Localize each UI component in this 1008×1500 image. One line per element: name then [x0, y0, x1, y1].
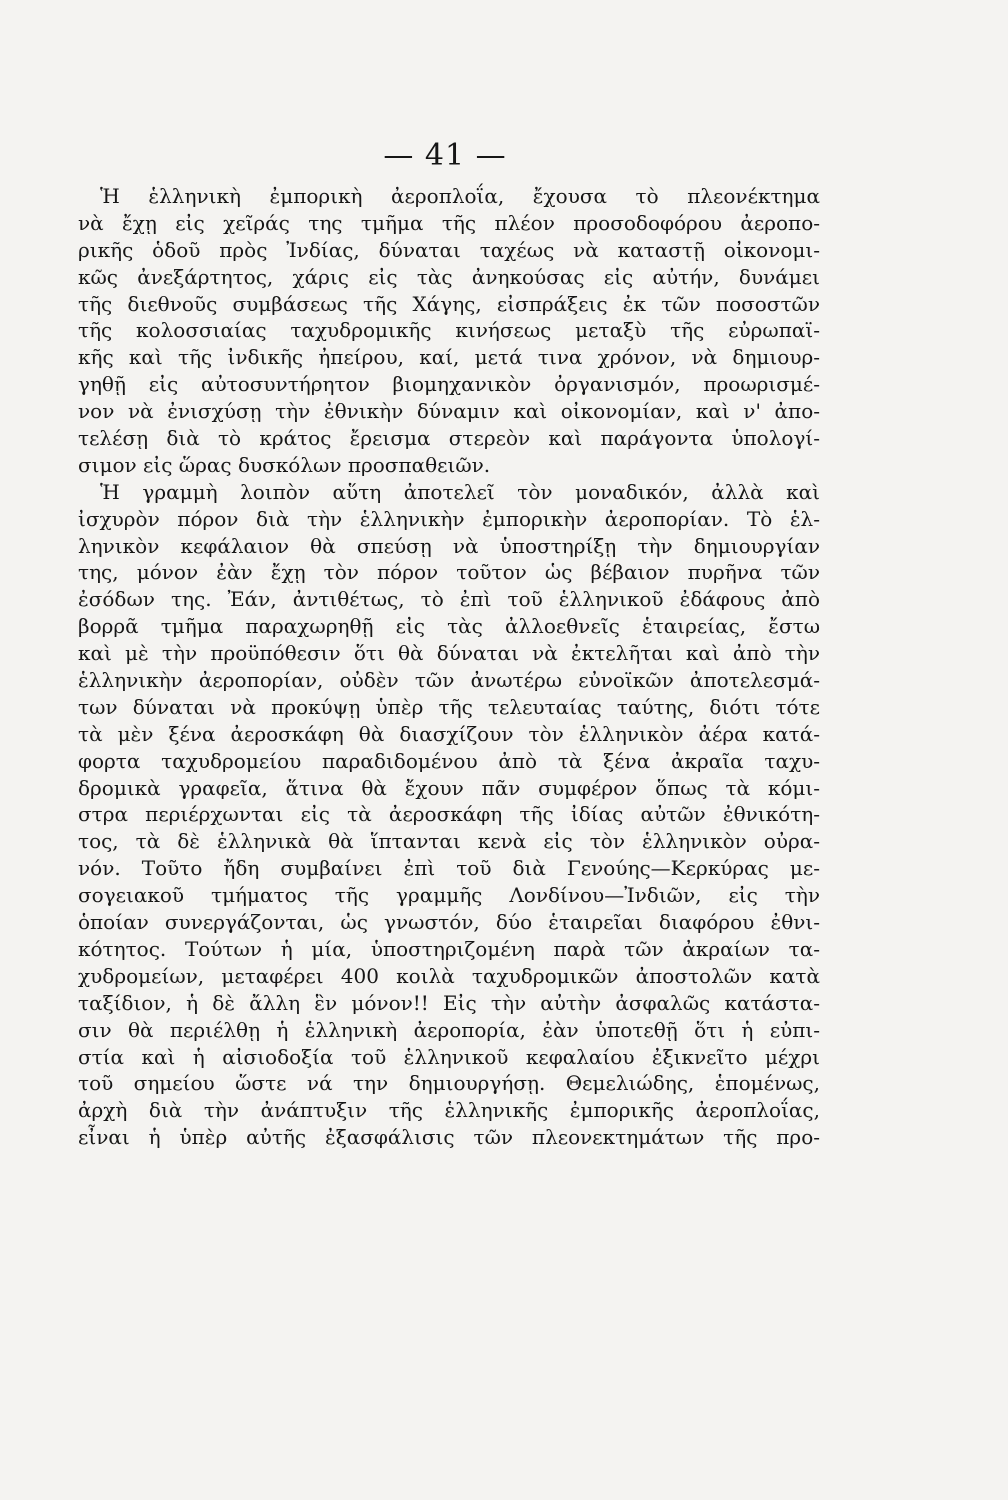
text-line: τοῦ σημείου ὥστε νά την δημιουργήσῃ. Θεμελιώδης, ἑπομένως,	[78, 1071, 820, 1096]
text-line: βορρᾶ τμῆμα παραχωρηθῇ εἰς τὰς ἀλλοεθνεῖς ἑταιρείας, ἔστω	[78, 614, 820, 639]
text-line: της, μόνον ἐὰν ἔχῃ τὸν πόρον τοῦτον ὡς βέβαιον πυρῆνα τῶν	[78, 560, 820, 585]
text-line: ἀρχὴ διὰ τὴν ἀνάπτυξιν τῆς ἑλληνικῆς ἐμπορικῆς ἀεροπλοΐας,	[78, 1098, 820, 1123]
text-line: κῆς καὶ τῆς ἰνδικῆς ἠπείρου, καί, μετά τινα χρόνον, νὰ δημιουρ-	[78, 345, 820, 370]
text-line: ἰσχυρὸν πόρον διὰ τὴν ἑλληνικὴν ἐμπορικὴν ἀεροπορίαν. Τὸ ἑλ-	[78, 506, 820, 531]
text-line: τῆς διεθνοῦς συμβάσεως τῆς Χάγης, εἰσπράξεις ἐκ τῶν ποσοστῶν	[78, 291, 820, 316]
text-line: ὁποίαν συνεργάζονται, ὡς γνωστόν, δύο ἑταιρεῖαι διαφόρου ἐθνι-	[78, 910, 820, 935]
text-line: κότητος. Τούτων ἡ μία, ὑποστηριζομένη παρὰ τῶν ἀκραίων τα-	[78, 936, 820, 961]
text-line: γηθῇ εἰς αὐτοσυντήρητον βιομηχανικὸν ὀργανισμόν, προωρισμέ-	[78, 372, 820, 397]
text-line: τος, τὰ δὲ ἑλληνικὰ θὰ ἵπτανται κενὰ εἰς τὸν ἑλληνικὸν οὐρα-	[78, 829, 820, 854]
text-line: σογειακοῦ τμήματος τῆς γραμμῆς Λονδίνου—Ἰνδιῶν, εἰς τὴν	[78, 883, 820, 908]
body-text	[78, 183, 820, 1151]
text-line: τελέσῃ διὰ τὸ κράτος ἔρεισμα στερεὸν καὶ παράγοντα ὑπολογί-	[78, 426, 820, 451]
text-line: δρομικὰ γραφεῖα, ἅτινα θὰ ἔχουν πᾶν συμφέρον ὅπως τὰ κόμι-	[78, 775, 820, 800]
text-line: σιμον εἰς ὥρας δυσκόλων προσπαθειῶν.	[78, 452, 491, 477]
text-line: τῆς κολοσσιαίας ταχυδρομικῆς κινήσεως μεταξὺ τῆς εὐρωπαϊ-	[78, 318, 820, 343]
text-line: ρικῆς ὁδοῦ πρὸς Ἰνδίας, δύναται ταχέως νὰ καταστῇ οἰκονομι-	[78, 237, 820, 262]
text-line: στία καὶ ἡ αἰσιοδοξία τοῦ ἑλληνικοῦ κεφαλαίου ἐξικνεῖτο μέχρι	[78, 1044, 820, 1069]
text-line: Ἡ ἑλληνικὴ ἐμπορικὴ ἀεροπλοΐα, ἔχουσα τὸ πλεονέκτημα	[100, 184, 820, 208]
text-line: κῶς ἀνεξάρτητος, χάρις εἰς τὰς ἀνηκούσας εἰς αὐτήν, δυνάμει	[78, 264, 820, 289]
text-line: νὰ ἔχῃ εἰς χεῖράς της τμῆμα τῆς πλέον προσοδοφόρου ἀεροπο-	[78, 210, 820, 235]
text-line: σιν θὰ περιέλθῃ ἡ ἑλληνικὴ ἀεροπορία, ἐὰν ὑποτεθῇ ὅτι ἡ εὐπι-	[78, 1017, 820, 1042]
page-number: — 41 —	[383, 138, 507, 173]
text-line: τὰ μὲν ξένα ἀεροσκάφη θὰ διασχίζουν τὸν ἑλληνικὸν ἀέρα κατά-	[78, 721, 820, 746]
text-line: των δύναται νὰ προκύψῃ ὑπὲρ τῆς τελευταίας ταύτης, διότι τότε	[78, 694, 820, 719]
text-line: καὶ μὲ τὴν προϋπόθεσιν ὅτι θὰ δύναται νὰ ἐκτελῆται καὶ ἀπὸ τὴν	[78, 641, 820, 666]
text-line: νόν. Τοῦτο ἤδη συμβαίνει ἐπὶ τοῦ διὰ Γενούης—Κερκύρας με-	[78, 856, 820, 881]
text-line: Ἡ γραμμὴ λοιπὸν αὕτη ἀποτελεῖ τὸν μοναδικόν, ἀλλὰ καὶ	[100, 479, 820, 504]
text-line: ἐσόδων της. Ἐάν, ἀντιθέτως, τὸ ἐπὶ τοῦ ἑλληνικοῦ ἐδάφους ἀπὸ	[78, 587, 820, 612]
text-line: νον νὰ ἐνισχύσῃ τὴν ἐθνικὴν δύναμιν καὶ οἰκονομίαν, καὶ ν' ἀπο-	[78, 399, 820, 424]
text-line: χυδρομείων, μεταφέρει 400 κοιλὰ ταχυδρομικῶν ἀποστολῶν κατὰ	[78, 963, 820, 988]
text-line: ληνικὸν κεφάλαιον θὰ σπεύσῃ νὰ ὑποστηρίξῃ τὴν δημιουργίαν	[78, 533, 820, 558]
text-line: εἶναι ἡ ὑπὲρ αὐτῆς ἐξασφάλισις τῶν πλεονεκτημάτων τῆς προ-	[78, 1125, 820, 1150]
text-line: ἑλληνικὴν ἀεροπορίαν, οὐδὲν τῶν ἀνωτέρω εὐνοϊκῶν ἀποτελεσμά-	[78, 668, 820, 693]
text-line: ταξίδιον, ἡ δὲ ἄλλη ἓν μόνον!! Εἰς τὴν αὐτὴν ἀσφαλῶς κατάστα-	[78, 990, 820, 1015]
text-line: φορτα ταχυδρομείου παραδιδομένου ἀπὸ τὰ ξένα ἀκραῖα ταχυ-	[78, 748, 820, 773]
text-line: στρα περιέρχωνται εἰς τὰ ἀεροσκάφη τῆς ἰδίας αὐτῶν ἐθνικότη-	[78, 802, 820, 827]
